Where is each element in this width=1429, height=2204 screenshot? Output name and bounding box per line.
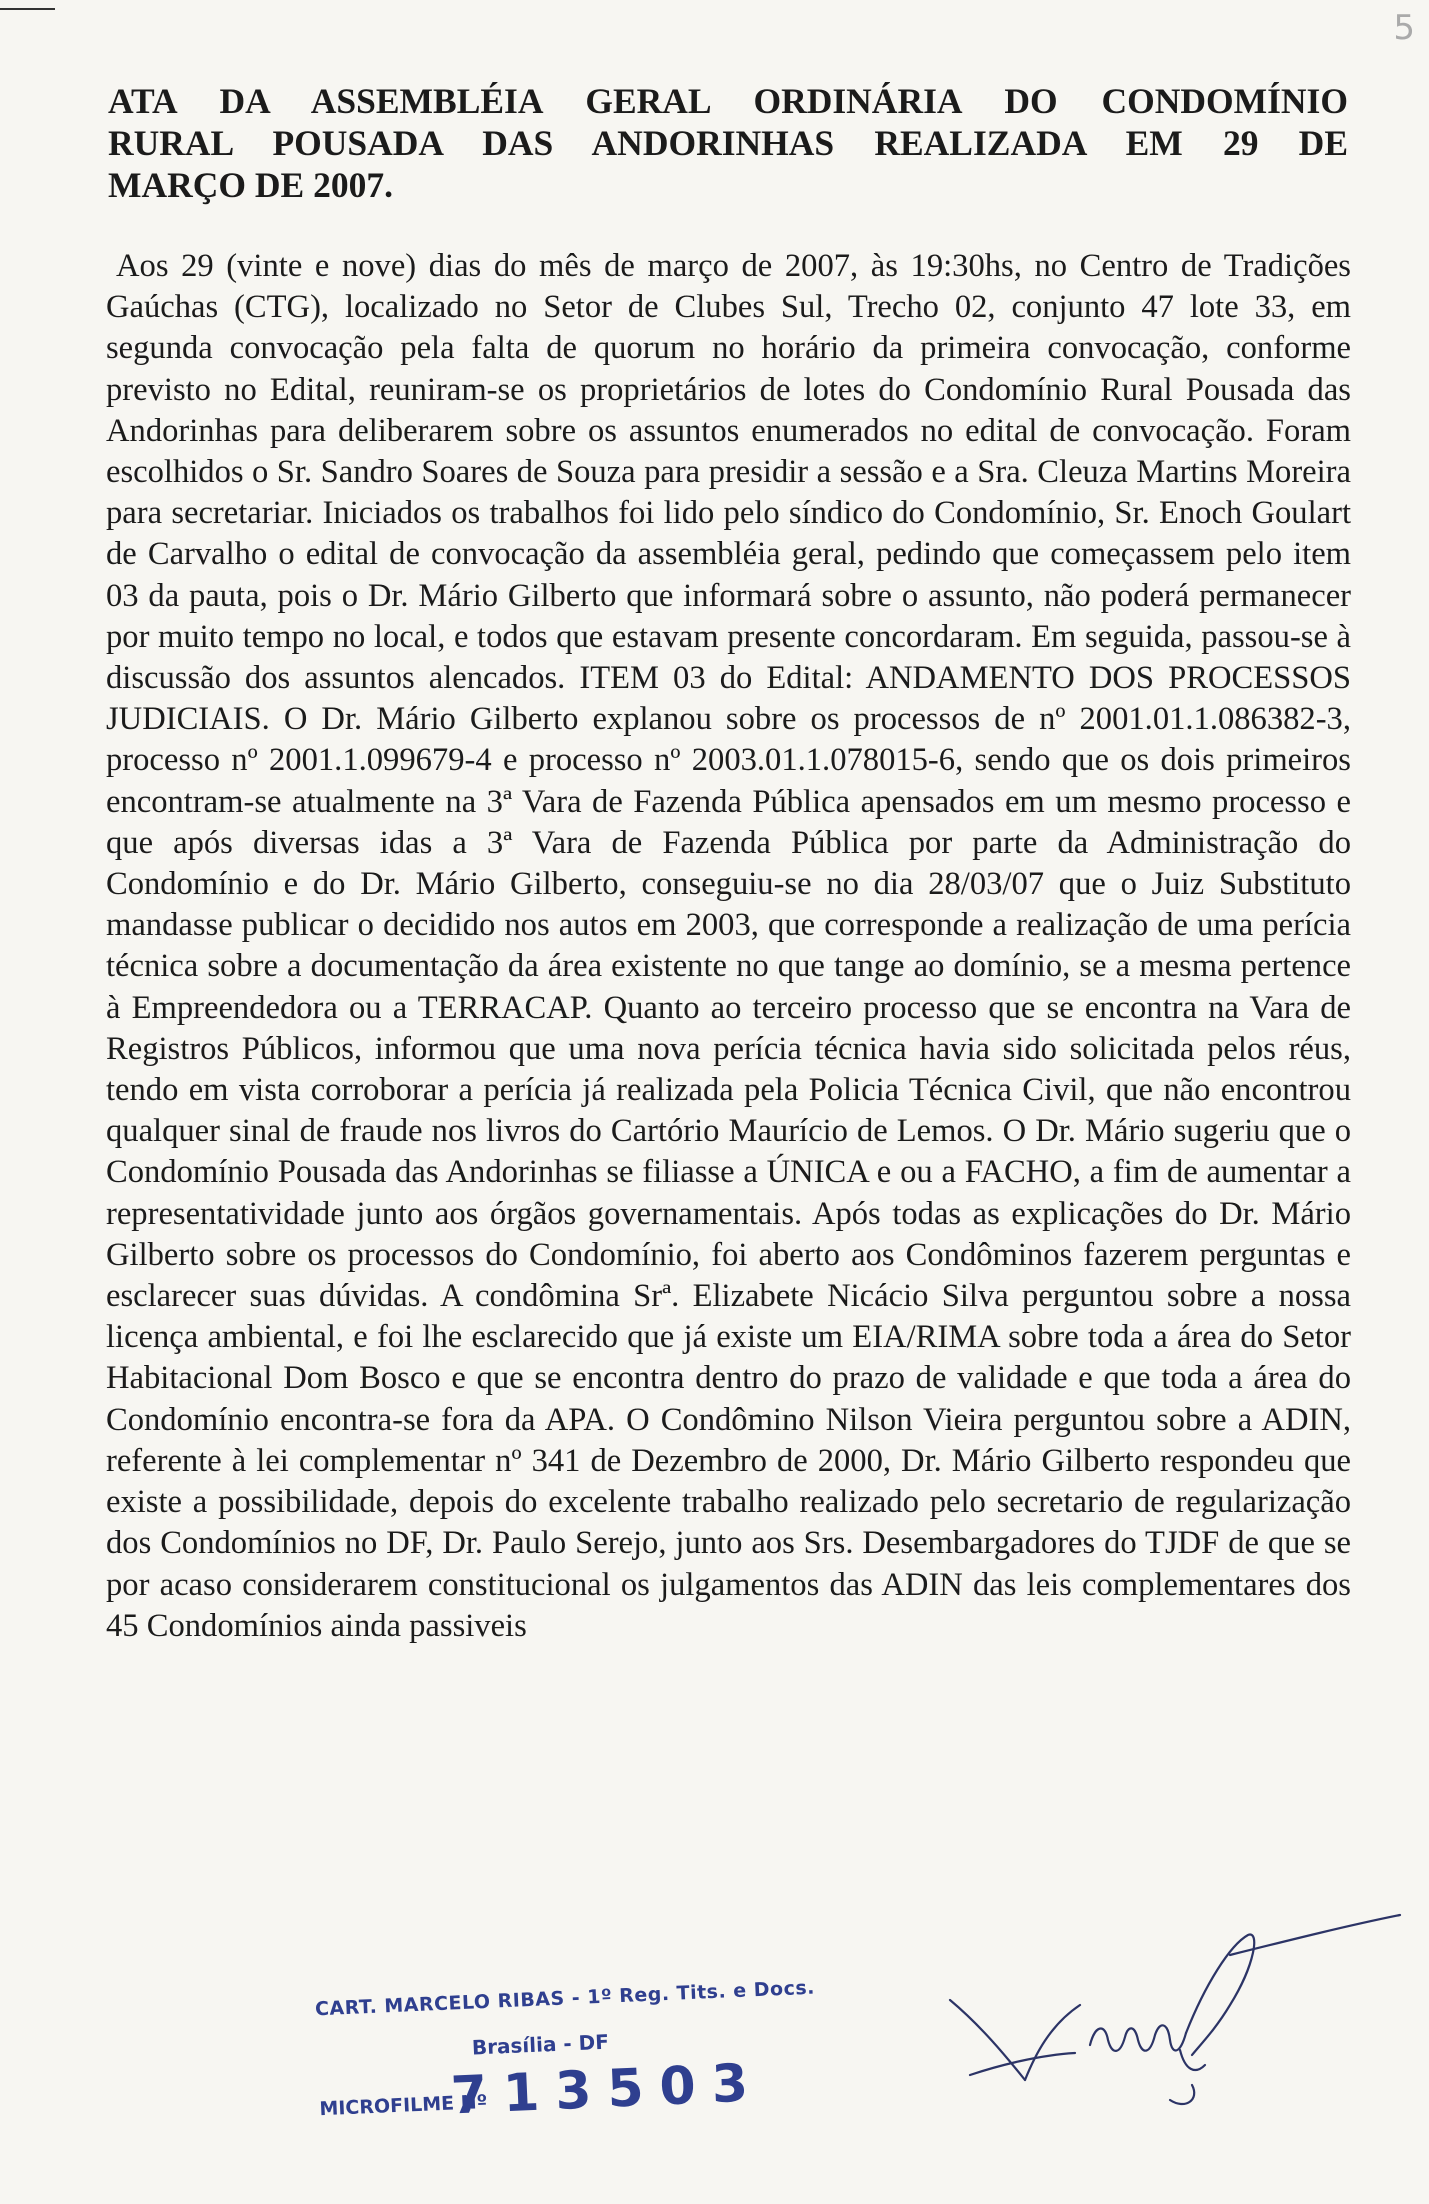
title-line-3: MARÇO DE 2007.: [108, 165, 393, 205]
handwritten-signature: [930, 1905, 1410, 2125]
notary-stamp: [314, 1964, 842, 2177]
stamp-city: Brasília - DF: [471, 2029, 610, 2060]
title-line-1: ATA DA ASSEMBLÉIA GERAL ORDINÁRIA DO CONDOMÍNIO: [108, 81, 1348, 121]
corner-mark: [0, 8, 55, 10]
document-body: Aos 29 (vinte e nove) dias do mês de março de 2007, às 19:30hs, no Centro de Tradições Gaúchas (CTG), localizado no Setor de Clubes Sul, Trecho 02, conjunto 47 lote 33, em segunda convocação pela falta de quorum no horário da primeira convocação, conforme previsto no Edital, reuniram-se os proprietários de lotes do Condomínio Rural Pousada das Andorinhas para deliberarem sobre os assuntos enumerados no edital de convocação. Foram escolhidos o Sr. Sandro Soares de Souza para presidir a sessão e a Sra. Cleuza Martins Moreira para secretariar. Iniciados os trabalhos foi lido pelo síndico do Condomínio, Sr. Enoch Goulart de Carvalho o edital de convocação da assembléia geral, pedindo que começassem pelo item 03 da pauta, pois o Dr. Mário Gilberto que informará sobre o assunto, não poderá permanecer por muito tempo no local, e todos que estavam presente concordaram. Em seguida, passou-se à discussão dos assuntos alencados. ITEM 03 do Edital: ANDAMENTO DOS PROCESSOS JUDICIAIS. O Dr. Mário Gilberto explanou sobre os processos de nº 2001.01.1.086382-3, processo nº 2001.1.099679-4 e processo nº 2003.01.1.078015-6, sendo que os dois primeiros encontram-se atualmente na 3ª Vara de Fazenda Pública apensados em um mesmo processo e que após diversas idas a 3ª Vara de Fazenda Pública por parte da Administração do Condomínio e do Dr. Mário Gilberto, conseguiu-se no dia 28/03/07 que o Juiz Substituto mandasse publicar o decidido nos autos em 2003, que corresponde a realização de uma perícia técnica sobre a documentação da área existente no que tange ao domínio, se a mesma pertence à Empreendedora ou a TERRACAP. Quanto ao terceiro processo que se encontra na Vara de Registros Públicos, informou que uma nova perícia técnica havia sido solicitada pelos réus, tendo em vista corroborar a perícia já realizada pela Policia Técnica Civil, que não encontrou qualquer sinal de fraude nos livros do Cartório Maurício de Lemos. O Dr. Mário sugeriu que o Condomínio Pousada das Andorinhas se filiasse a ÚNICA e ou a FACHO, a fim de aumentar a representatividade junto aos órgãos governamentais. Após todas as explicações do Dr. Mário Gilberto sobre os processos do Condomínio, foi aberto aos Condôminos fazerem perguntas e esclarecer suas dúvidas. A condômina Srª. Elizabete Nicácio Silva perguntou sobre a nossa licença ambiental, e foi lhe esclarecido que já existe um EIA/RIMA sobre toda a área do Setor Habitacional Dom Bosco e que se encontra dentro do prazo de validade e que toda a área do Condomínio encontra-se fora da APA. O Condômino Nilson Vieira perguntou sobre a ADIN, referente à lei complementar nº 341 de Dezembro de 2000, Dr. Mário Gilberto respondeu que existe a possibilidade, depois do excelente trabalho realizado pelo secretario de regularização dos Condomínios no DF, Dr. Paulo Serejo, junto aos Srs. Desembargadores do TJDF de que se por acaso considerarem constitucional os julgamentos das ADIN das leis complementares dos 45 Condomínios ainda passiveis: [106, 248, 1351, 1644]
title-line-2: RURAL POUSADA DAS ANDORINHAS REALIZADA EM 29 DE: [108, 123, 1348, 163]
document-title: [108, 80, 1348, 206]
stamp-office-name: CART. MARCELO RIBAS - 1º Reg. Tits. e Docs.: [314, 1976, 816, 2021]
stamp-microfilm-number: 713503: [449, 2052, 766, 2127]
stamp-microfilm-label: MICROFILME Nº: [318, 2090, 488, 2121]
page-number: 5: [1393, 8, 1415, 48]
